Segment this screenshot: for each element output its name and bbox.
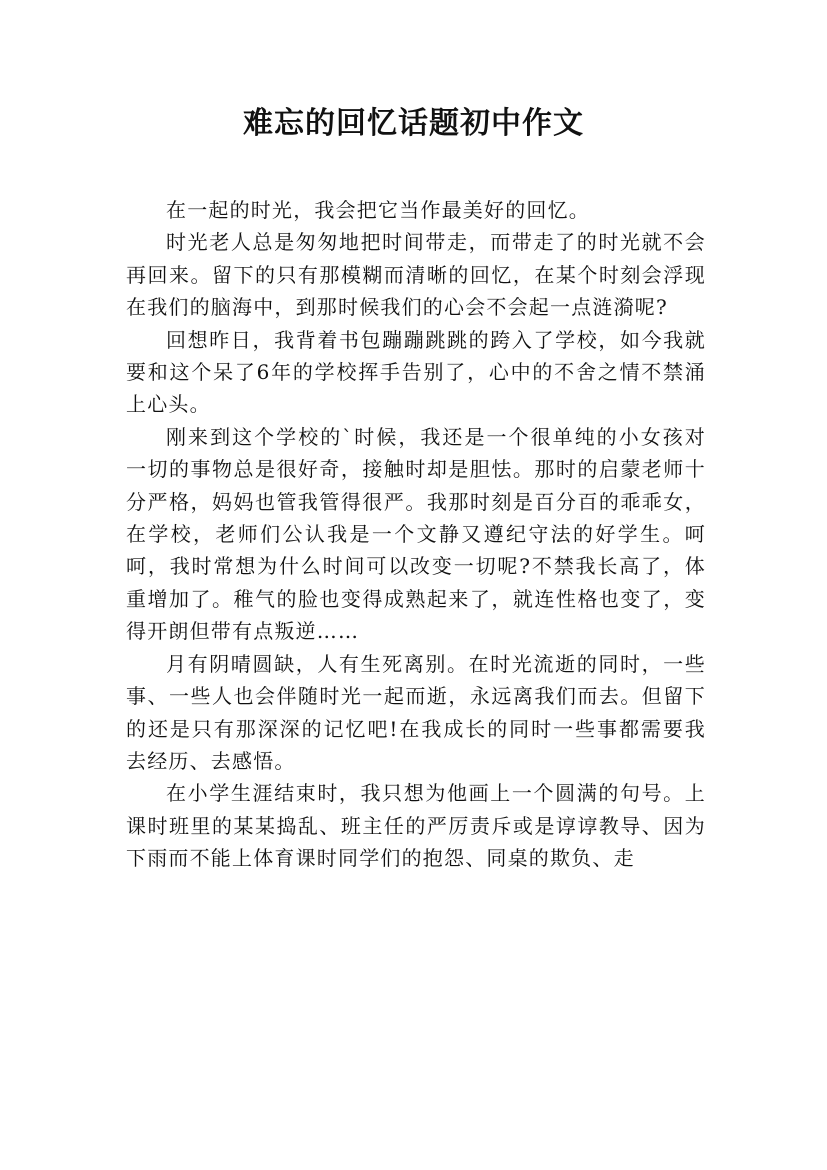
document-body [126,194,706,875]
paragraph: 刚来到这个学校的`时候，我还是一个很单纯的小女孩对一切的事物总是很好奇，接触时却是胆怯。那时的启蒙老师十分严格，妈妈也管我管得很严。我那时刻是百分百的乖乖女，在学校，老师们公认我是一个文静又遵纪守法的好学生。呵呵，我时常想为什么时间可以改变一切呢?不禁我长高了，体重增加了。稚气的脸也变得成熟起来了，就连性格也变了，变得开朗但带有点叛逆…… [126,424,706,644]
paragraph: 回想昨日，我背着书包蹦蹦跳跳的跨入了学校，如今我就要和这个呆了6年的学校挥手告别了，心中的不舍之情不禁涌上心头。 [126,327,706,417]
document-title: 难忘的回忆话题初中作文 [243,106,584,141]
paragraph: 在一起的时光，我会把它当作最美好的回忆。 [166,198,590,222]
paragraph: 时光老人总是匆匆地把时间带走，而带走了的时光就不会再回来。留下的只有那模糊而清晰的回忆，在某个时刻会浮现在我们的脑海中，到那时候我们的心会不会起一点涟漪呢? [126,230,706,320]
paragraph: 月有阴晴圆缺，人有生死离别。在时光流逝的同时，一些事、一些人也会伴随时光一起而逝，永远离我们而去。但留下的还是只有那深深的记忆吧!在我成长的同时一些事都需要我去经历、去感悟。 [126,651,706,773]
paragraph: 在小学生涯结束时，我只想为他画上一个圆满的句号。上课时班里的某某捣乱、班主任的严厉责斥或是谆谆教导、因为下雨而不能上体育课时同学们的抱怨、同桌的欺负、走 [126,781,706,871]
